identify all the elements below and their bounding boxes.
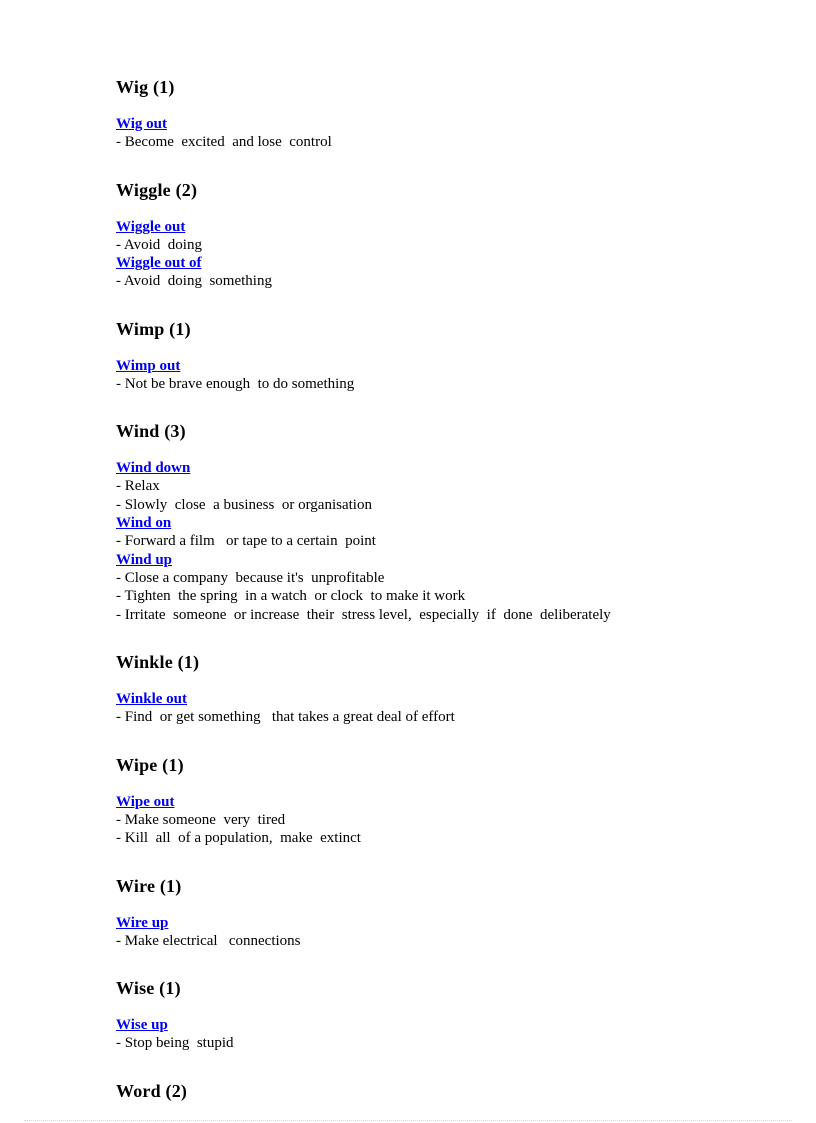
verb-link[interactable]: Wire up xyxy=(116,914,169,931)
section-heading: Word (2) xyxy=(116,1080,188,1101)
verb-definition: - Slowly close a business or organisation xyxy=(116,496,372,513)
verb-definition: - Tighten the spring in a watch or clock to make it work xyxy=(116,588,466,604)
verb-definition: - Make electrical connections xyxy=(116,932,301,949)
section-heading: Winkle (1) xyxy=(116,652,200,672)
verb-definition: - Avoid doing something xyxy=(116,273,272,289)
section-wig xyxy=(116,76,756,171)
verb-link[interactable]: Wipe out xyxy=(116,793,175,810)
verb-link[interactable]: Wiggle out xyxy=(116,218,186,235)
page-bottom-divider xyxy=(24,1120,792,1121)
section-wise xyxy=(116,977,756,1072)
verb-definition: - Stop being stupid xyxy=(116,1035,234,1051)
verb-definition: - Make someone very tired xyxy=(116,811,286,828)
verb-definition: - Not be brave enough to do something xyxy=(116,375,355,392)
section-heading: Wig (1) xyxy=(116,77,175,97)
section-heading: Wind (3) xyxy=(116,421,186,441)
verb-link[interactable]: Wise up xyxy=(116,1017,168,1033)
verb-definition: - Irritate someone or increase their stress level, especially if done deliberately xyxy=(116,606,611,623)
section-heading: Wipe (1) xyxy=(116,754,184,775)
verb-link[interactable]: Wind down xyxy=(116,460,191,476)
phrasal-verb-list xyxy=(116,68,756,1119)
verb-definition: - Become excited and lose control xyxy=(116,134,332,150)
section-heading: Wire (1) xyxy=(116,875,182,896)
verb-definition: - Kill all of a population, make extinct xyxy=(116,830,361,846)
verb-link[interactable]: Wind on xyxy=(116,515,172,531)
verb-definition: - Forward a film or tape to a certain point xyxy=(116,533,376,549)
verb-definition: - Relax xyxy=(116,478,160,494)
section-wire xyxy=(116,875,756,970)
section-heading: Wimp (1) xyxy=(116,318,191,339)
verb-link[interactable]: Winkle out xyxy=(116,691,187,707)
section-wind xyxy=(116,420,756,643)
verb-link[interactable]: Wig out xyxy=(116,116,167,132)
section-wimp xyxy=(116,318,756,413)
verb-link[interactable]: Wind up xyxy=(116,551,173,568)
verb-link[interactable]: Wiggle out of xyxy=(116,255,202,271)
section-winkle xyxy=(116,651,756,746)
verb-definition: - Close a company because it's unprofitable xyxy=(116,569,385,586)
verb-definition: - Find or get something that takes a great deal of effort xyxy=(116,709,455,725)
section-heading: Wiggle (2) xyxy=(116,179,198,200)
section-word xyxy=(116,1080,756,1102)
verb-definition: - Avoid doing xyxy=(116,236,202,253)
verb-link[interactable]: Wimp out xyxy=(116,357,181,374)
section-wipe xyxy=(116,754,756,867)
section-wiggle xyxy=(116,179,756,310)
section-heading: Wise (1) xyxy=(116,978,181,998)
